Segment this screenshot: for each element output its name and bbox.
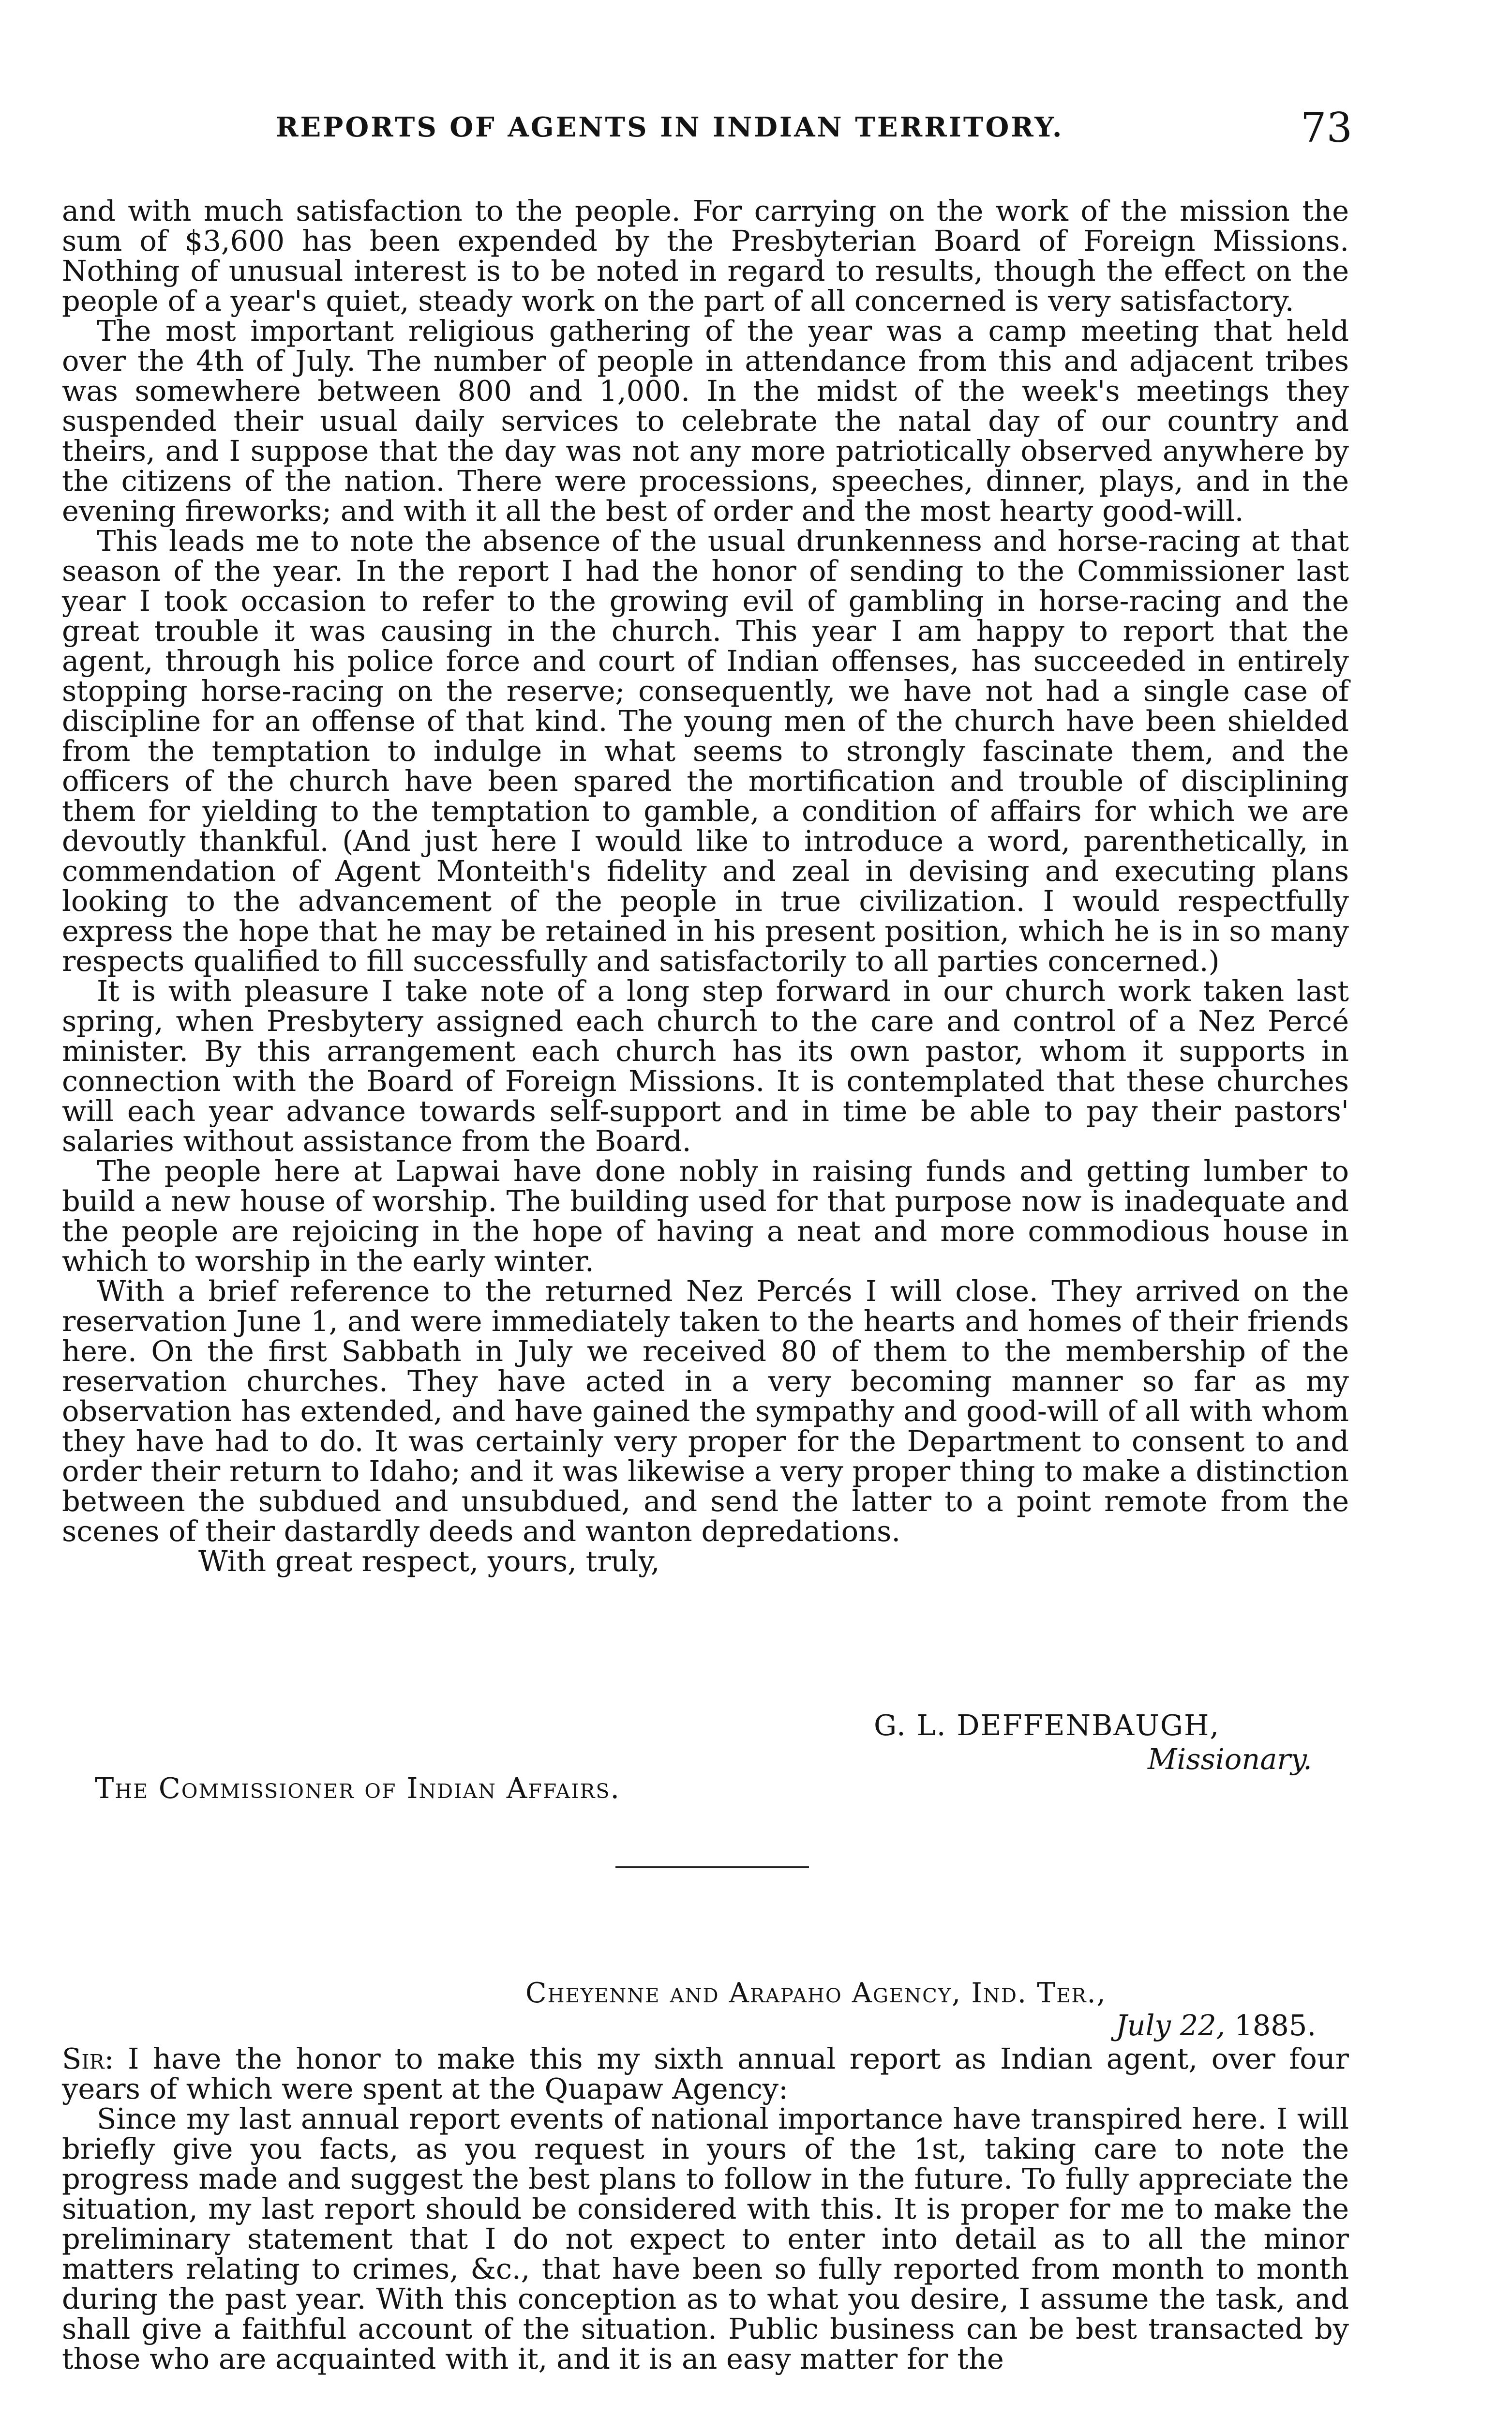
page-header: [0, 104, 1512, 157]
letter2-body: [62, 2044, 1349, 2374]
opening-paragraph: [62, 2044, 1349, 2104]
opening-text: I have the honor to make this my sixth annual report as Indian agent, over four years of which were spent at the Quapaw Agency:: [62, 2042, 1349, 2105]
paragraph: It is with pleasure I take note of a long step forward in our church work taken last spring, when Presbytery assigned each church to the care and control of a Nez Percé minister. By this arrangement each church has its own pastor, whom it supports in connection with the Board of Foreign Missions. It is contemplated that these churches will each year advance towards self-support and in time be able to pay their pastors' salaries without assistance from the Board.: [62, 974, 1349, 1158]
paragraph: The people here at Lapwai have done nobly in raising funds and getting lumber to build a new house of worship. The building used for that purpose now is inadequate and the people are rejoicing in the hope of having a neat and more commodious house in which to worship in the early winter.: [62, 1154, 1349, 1278]
salutation: Sir:: [62, 2042, 114, 2075]
date-year: 1885.: [1234, 2009, 1317, 2042]
dateline: Cheyenne and Arapaho Agency, Ind. Ter.,: [525, 1977, 1107, 2009]
paragraph: and with much satisfaction to the people. For carrying on the work of the mission the sum of $3,600 has been expended by the Presbyterian Board of Foreign Missions. Nothing of unusual interest is to be noted in regard to results, though the effect on the people of a year's quiet, steady work on the part of all concerned is very satisfactory.: [62, 194, 1349, 318]
paragraph: Since my last annual report events of national importance have transpired here. I will briefly give you facts, as you request in yours of the 1st, taking care to note the progress made and suggest the best plans to follow in the future. To fully appreciate the situation, my last report should be considered with this. It is proper for me to make the preliminary statement that I do not expect to enter into detail as to all the minor matters relating to crimes, &c., that have been so fully reported from month to month during the past year. With this conception as to what you desire, I assume the task, and shall give a faithful account of the situation. Public business can be best transacted by those who are acquainted with it, and it is an easy matter for the: [62, 2102, 1349, 2375]
letter-body: [62, 196, 1349, 1576]
paragraph: This leads me to note the absence of the usual drunkenness and horse-racing at that season of the year. In the report I had the honor of sending to the Commissioner last year I took occasion to refer to the growing evil of gambling in horse-racing and the great trouble it was causing in the church. This year I am happy to report that the agent, through his police force and court of Indian offenses, has succeeded in entirely stopping horse-racing on the reserve; consequently, we have not had a single case of discipline for an offense of that kind. The young men of the church have been shielded from the temptation to indulge in what seems to strongly fascinate them, and the officers of the church have been spared the mortification and trouble of disciplining them for yielding to the temptation to gamble, a condition of affairs for which we are devoutly thankful. (And just here I would like to introduce a word, parenthetically, in commendation of Agent Monteith's fidelity and zeal in devising and executing plans looking to the advancement of the people in true civilization. I would respectfully express the hope that he may be retained in his present position, which he is in so many respects qualified to fill successfully and satisfactorily to all parties concerned.): [62, 524, 1349, 978]
paragraph: With a brief reference to the returned Nez Percés I will close. They arrived on the reservation June 1, and were immediately taken to the hearts and homes of their friends here. On the first Sabbath in July we received 80 of them to the membership of the reservation churches. They have acted in a very becoming manner so far as my observation has extended, and have gained the sympathy and good-will of all with whom they have had to do. It was certainly very proper for the Department to consent to and order their return to Idaho; and it was likewise a very proper thing to make a distinction between the subdued and unsubdued, and send the latter to a point remote from the scenes of their dastardly deeds and wanton depredations.: [62, 1274, 1349, 1548]
section-divider: [615, 1866, 809, 1868]
paragraph: The most important religious gathering of the year was a camp meeting that held over the 4th of July. The number of people in attendance from this and adjacent tribes was somewhere between 800 and 1,000. In the midst of the week's meetings they suspended their usual daily services to celebrate the natal day of our country and theirs, and I suppose that the day was not any more patriotically observed anywhere by the citizens of the nation. There were processions, speeches, dinner, plays, and in the evening fireworks; and with it all the best of order and the most hearty good-will.: [62, 314, 1349, 528]
date-month-day: July 22,: [1116, 2009, 1226, 2042]
page-number: 73: [1301, 104, 1352, 151]
signature: G. L. DEFFENBAUGH,: [874, 1709, 1220, 1742]
closing: With great respect, yours, truly,: [198, 1544, 660, 1578]
letter-date: [1116, 2009, 1316, 2042]
addressee: The Commissioner of Indian Affairs.: [95, 1771, 621, 1805]
running-head: REPORTS OF AGENTS IN INDIAN TERRITORY.: [276, 111, 1064, 143]
signature-title: Missionary.: [1148, 1742, 1312, 1776]
